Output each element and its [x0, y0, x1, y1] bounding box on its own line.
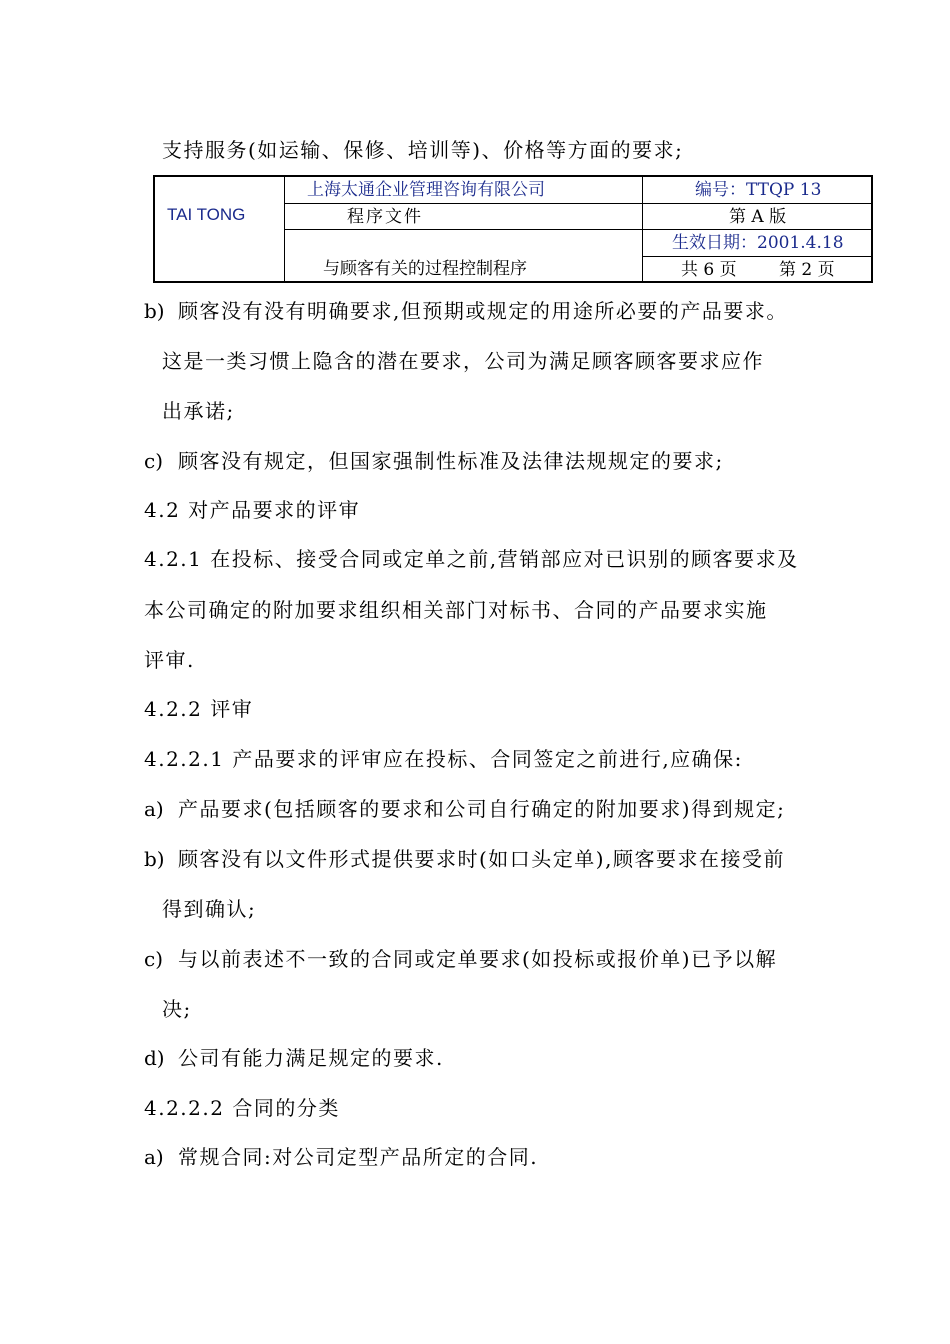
document-type: 程序文件	[347, 207, 423, 227]
body-line-9: 评审.	[144, 648, 195, 672]
body-line-8: 本公司确定的附加要求组织相关部门对标书、合同的产品要求实施	[144, 598, 768, 622]
list-marker: c)	[144, 449, 164, 473]
body-line-3: 这是一类习惯上隐含的潜在要求，公司为满足顾客顾客要求应作	[162, 349, 764, 373]
list-item-text: 与以前表述不一致的合同或定单要求(如投标或报价单)已予以解	[178, 947, 778, 971]
list-item-text: 产品要求(包括顾客的要求和公司自行确定的附加要求)得到规定;	[178, 797, 786, 821]
list-item-a-1	[144, 795, 785, 823]
document-code: 编号：TTQP 13	[695, 180, 822, 200]
section-heading-4-2-2: 4.2.2 评审	[144, 697, 254, 721]
body-line-14: 得到确认;	[162, 897, 257, 921]
body-line-16: 决;	[162, 997, 192, 1021]
document-title: 与顾客有关的过程控制程序	[323, 259, 527, 279]
list-item-b-2	[144, 845, 785, 873]
effective-date: 生效日期：2001.4.18	[672, 233, 844, 253]
list-item-text: 顾客没有以文件形式提供要求时(如口头定单),顾客要求在接受前	[178, 847, 785, 871]
list-item-c-1	[144, 447, 724, 475]
body-line-4: 出承诺;	[162, 399, 235, 423]
list-item-c-2	[144, 945, 777, 973]
list-item-text: 常规合同:对公司定型产品所定的合同.	[178, 1145, 539, 1169]
page-number: 第 2 页	[779, 260, 835, 280]
list-item-text: 顾客没有没有明确要求,但预期或规定的用途所必要的产品要求。	[178, 299, 788, 323]
list-item-d	[144, 1044, 444, 1072]
company-name: 上海太通企业管理咨询有限公司	[307, 180, 545, 200]
body-line-1: 支持服务(如运输、保修、培训等)、价格等方面的要求;	[162, 138, 684, 162]
list-item-text: 顾客没有规定，但国家强制性标准及法律法规规定的要求;	[178, 449, 724, 473]
list-marker: a)	[144, 1145, 164, 1169]
document-edition: 第 A 版	[729, 207, 787, 227]
list-marker: c)	[144, 947, 164, 971]
body-line-11: 4.2.2.1 产品要求的评审应在投标、合同签定之前进行,应确保:	[144, 747, 743, 771]
section-heading-4-2: 4.2 对产品要求的评审	[144, 498, 361, 522]
list-marker: d)	[144, 1046, 165, 1070]
body-line-7: 4.2.1 在投标、接受合同或定单之前,营销部应对已识别的顾客要求及	[144, 547, 799, 571]
list-marker: b)	[144, 847, 165, 871]
list-marker: a)	[144, 797, 164, 821]
list-item-b-1	[144, 297, 788, 325]
list-item-text: 公司有能力满足规定的要求.	[178, 1046, 444, 1070]
company-logo-text: TAI TONG	[167, 205, 246, 224]
list-marker: b)	[144, 299, 165, 323]
total-pages: 共 6 页	[681, 260, 737, 280]
list-item-a-2	[144, 1143, 538, 1171]
section-heading-4-2-2-2: 4.2.2.2 合同的分类	[144, 1096, 340, 1120]
document-header-table	[153, 175, 873, 283]
